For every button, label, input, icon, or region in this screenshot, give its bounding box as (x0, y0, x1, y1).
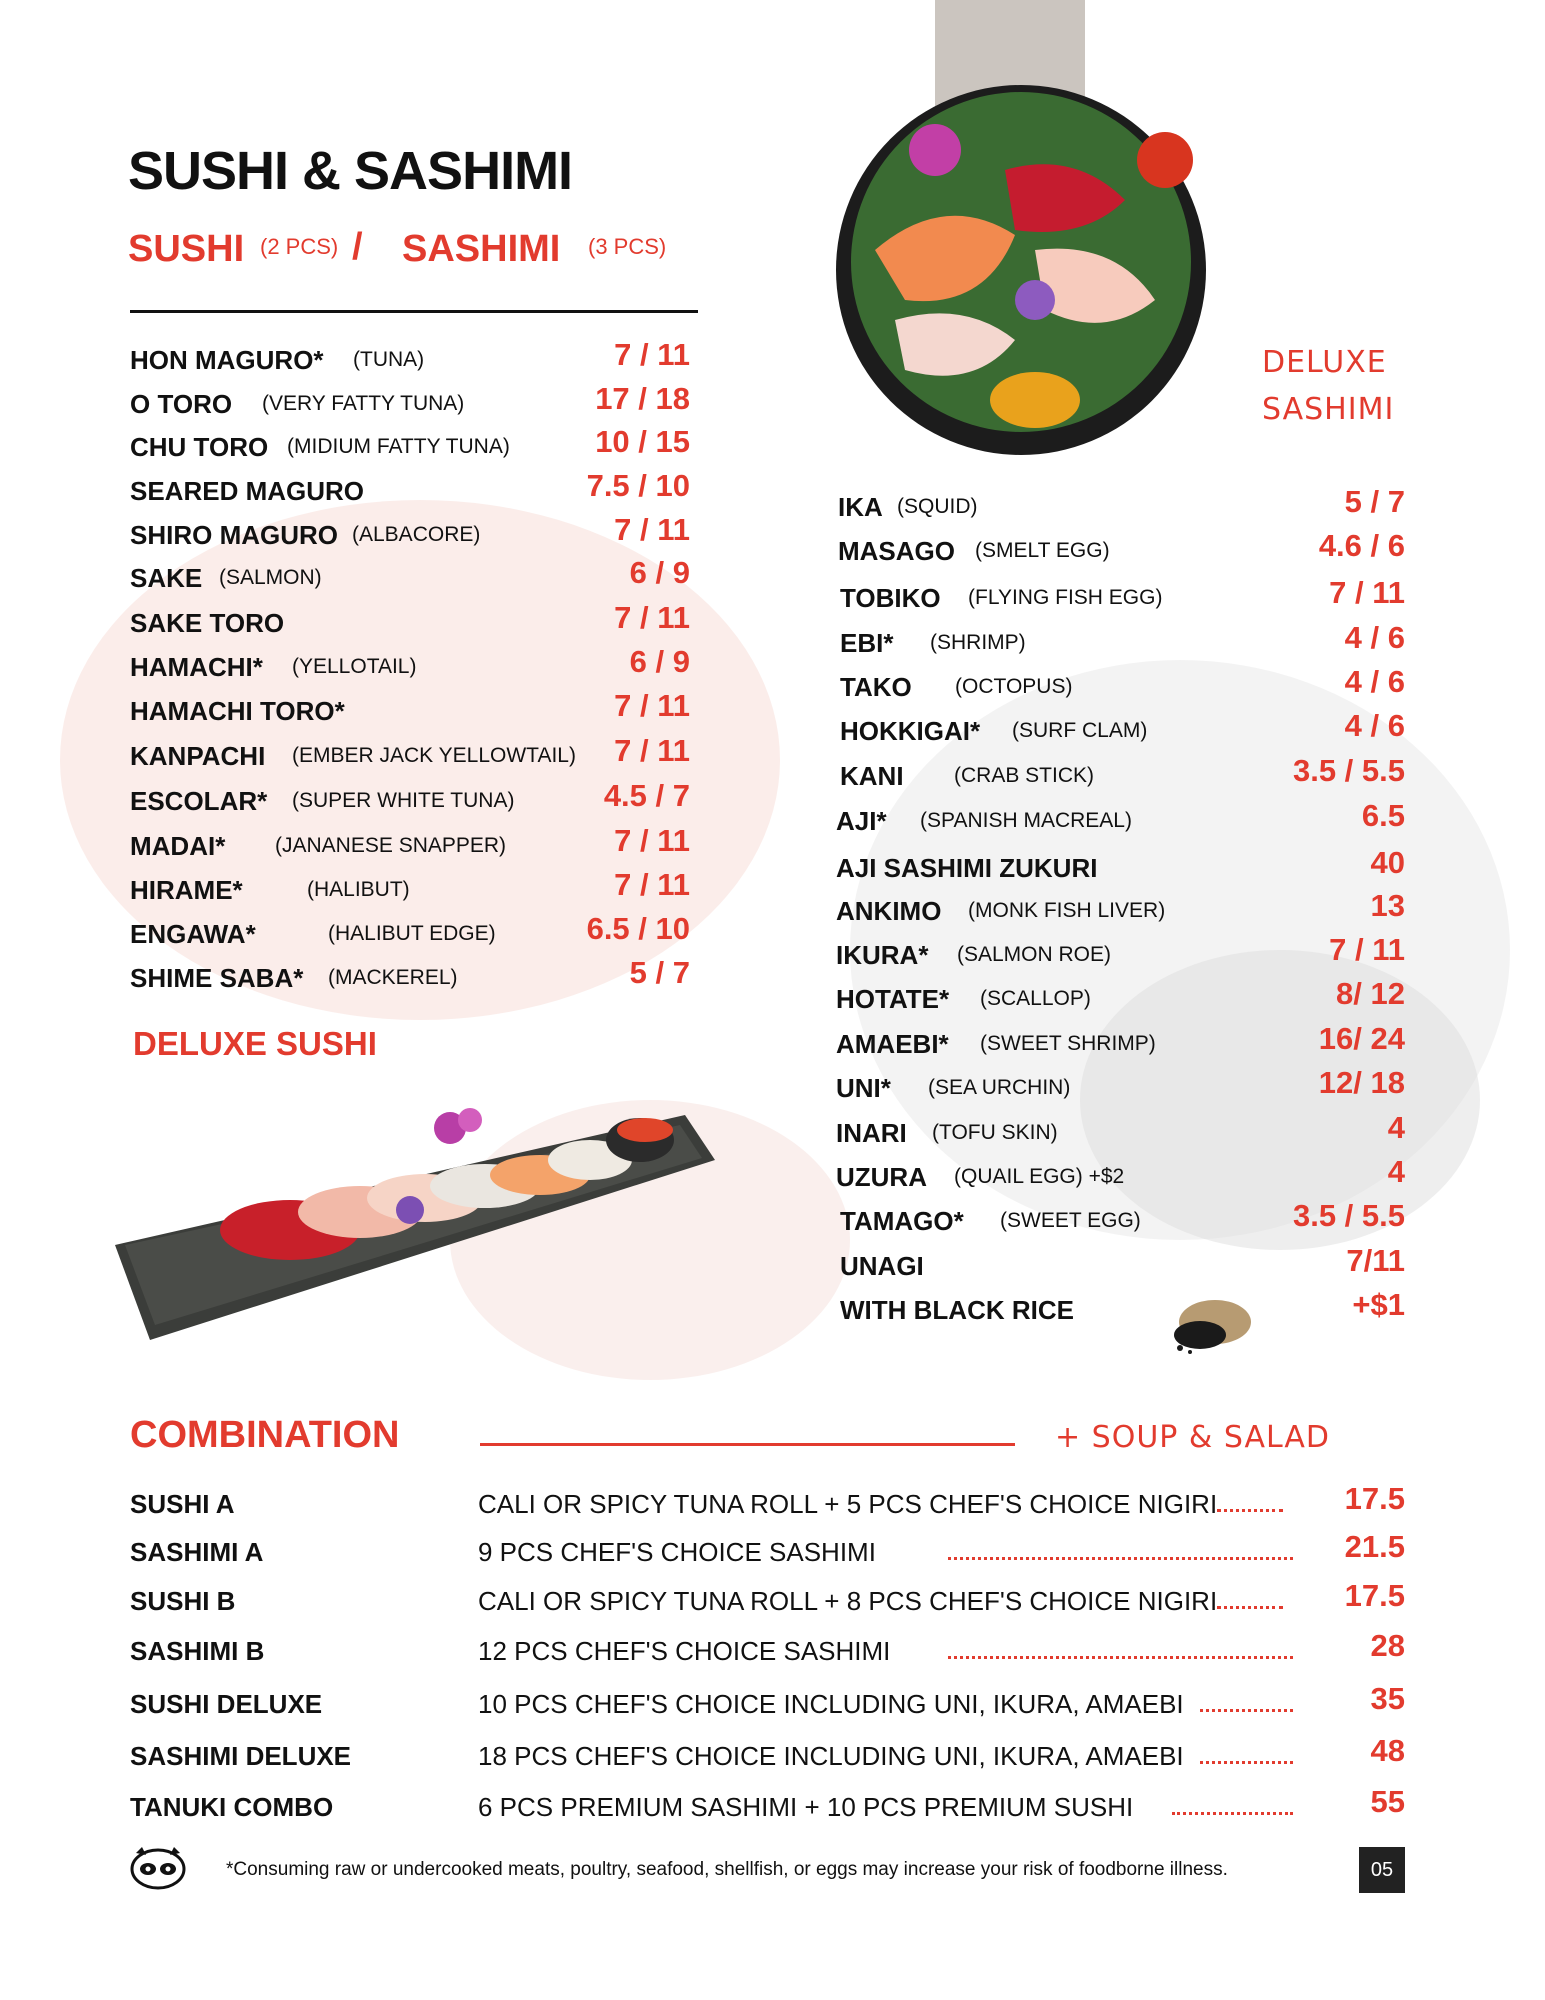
menu-item-price: 7 / 11 (1329, 932, 1405, 967)
menu-item-name: SEARED MAGURO (130, 476, 365, 506)
menu-item-name: CHU TORO (130, 432, 269, 462)
menu-item-price: 3.5 / 5.5 (1292, 1198, 1405, 1233)
dot-leader (1200, 1709, 1293, 1712)
menu-item-name: HON MAGURO* (130, 345, 324, 375)
combo-name: SUSHI DELUXE (130, 1689, 323, 1719)
menu-item-desc: (SALMON ROE) (957, 943, 1112, 966)
menu-item-desc: (SALMON) (219, 566, 322, 589)
menu-item-price: 12/ 18 (1318, 1065, 1405, 1100)
combo-name: SASHIMI DELUXE (130, 1741, 352, 1771)
menu-item-name: MADAI* (130, 831, 226, 861)
menu-item-desc: (SEA URCHIN) (928, 1076, 1071, 1099)
menu-item-price: 17 / 18 (595, 381, 690, 416)
menu-item-name: IKA (838, 492, 883, 522)
menu-item-price: 7 / 11 (614, 512, 690, 547)
menu-item-name: HAMACHI* (130, 652, 263, 682)
menu-item-desc: (SCALLOP) (980, 987, 1091, 1010)
menu-item-desc: (MACKEREL) (328, 966, 458, 989)
menu-item-price: 7 / 11 (1329, 575, 1405, 610)
combo-desc: 18 PCS CHEF'S CHOICE INCLUDING UNI, IKURA, AMAEBI (478, 1741, 1184, 1771)
menu-item-name: EBI* (840, 628, 894, 658)
menu-item-name: TAMAGO* (840, 1206, 964, 1236)
combo-price: 21.5 (1344, 1529, 1405, 1564)
menu-item-desc: (SMELT EGG) (975, 539, 1110, 562)
menu-item-price: 10 / 15 (595, 424, 690, 459)
menu-item-name: HOKKIGAI* (840, 716, 981, 746)
menu-item-name: MASAGO (838, 536, 955, 566)
menu-item-price: 5 / 7 (629, 955, 690, 990)
menu-item-name: SHIME SABA* (130, 963, 304, 993)
menu-item-desc: (MIDIUM FATTY TUNA) (287, 435, 510, 458)
menu-item-price: 7 / 11 (614, 823, 690, 858)
menu-item-desc: (YELLOTAIL) (292, 655, 417, 678)
menu-item-desc: (FLYING FISH EGG) (968, 586, 1163, 609)
sashimi-header: SASHIMI (402, 228, 561, 270)
menu-item-price: 4 (1387, 1110, 1405, 1145)
menu-item-desc: (JANANESE SNAPPER) (275, 834, 507, 857)
menu-item-price: 4.5 / 7 (603, 778, 690, 813)
deluxe-sashimi-label-line2: SASHIMI (1262, 392, 1395, 427)
menu-item-desc: (VERY FATTY TUNA) (262, 392, 465, 415)
dot-leader (948, 1557, 1293, 1560)
menu-item-price: 6 / 9 (629, 644, 690, 679)
menu-item-name: UNI* (836, 1073, 891, 1103)
menu-item-desc: (EMBER JACK YELLOWTAIL) (292, 744, 576, 767)
menu-item-name: SAKE (130, 563, 203, 593)
menu-item-price: 7 / 11 (614, 733, 690, 768)
menu-item-desc: (SURF CLAM) (1012, 719, 1148, 742)
sushi-header: SUSHI (128, 228, 245, 270)
menu-item-desc: (SUPER WHITE TUNA) (292, 789, 515, 812)
combo-desc: 12 PCS CHEF'S CHOICE SASHIMI (478, 1636, 891, 1666)
menu-item-name: UNAGI (840, 1251, 924, 1281)
menu-item-name: AMAEBI* (836, 1029, 949, 1059)
menu-item-price: 7 / 11 (614, 688, 690, 723)
sashimi-pcs-label: (3 PCS) (588, 234, 667, 259)
menu-item-name: KANPACHI (130, 741, 266, 771)
menu-item-name: AJI* (836, 806, 887, 836)
raw-food-disclaimer: *Consuming raw or undercooked meats, poultry, seafood, shellfish, or eggs may increase your risk of foodborne illness. (226, 1859, 1228, 1880)
combo-price: 35 (1370, 1681, 1405, 1716)
deluxe-sashimi-photo (785, 0, 1285, 470)
page-title: SUSHI & SASHIMI (128, 141, 573, 201)
menu-item-desc: (ALBACORE) (352, 523, 481, 546)
combo-desc: 10 PCS CHEF'S CHOICE INCLUDING UNI, IKURA, AMAEBI (478, 1689, 1184, 1719)
combo-name: TANUKI COMBO (130, 1792, 334, 1822)
menu-item-price: 16/ 24 (1318, 1021, 1405, 1056)
combo-name: SASHIMI B (130, 1636, 265, 1666)
combination-divider (480, 1443, 1015, 1446)
menu-item-name: WITH BLACK RICE (840, 1295, 1074, 1325)
menu-item-desc: (QUAIL EGG) +$2 (954, 1165, 1125, 1188)
menu-item-desc: (SWEET EGG) (1000, 1209, 1141, 1232)
menu-item-price: 7 / 11 (614, 600, 690, 635)
combo-price: 28 (1370, 1628, 1405, 1663)
dot-leader (1200, 1761, 1293, 1764)
menu-item-price: 3.5 / 5.5 (1292, 753, 1405, 788)
menu-item-name: SHIRO MAGURO (130, 520, 338, 550)
menu-item-desc: (MONK FISH LIVER) (968, 899, 1166, 922)
combo-desc: CALI OR SPICY TUNA ROLL + 8 PCS CHEF'S CHOICE NIGIRI (478, 1586, 1218, 1616)
menu-item-price: 7 / 11 (614, 867, 690, 902)
dot-leader (1217, 1509, 1283, 1512)
menu-item-name: HAMACHI TORO* (130, 696, 345, 726)
menu-item-name: KANI (840, 761, 904, 791)
sushi-pcs-label: (2 PCS) (260, 234, 339, 259)
deluxe-sashimi-label-line1: DELUXE (1262, 345, 1387, 380)
dot-leader (1172, 1812, 1293, 1815)
menu-item-name: UZURA (836, 1162, 927, 1192)
combo-price: 55 (1370, 1784, 1405, 1819)
menu-item-desc: (SHRIMP) (930, 631, 1026, 654)
menu-item-price: 4 / 6 (1344, 664, 1405, 699)
menu-item-name: AJI SASHIMI ZUKURI (836, 853, 1098, 883)
menu-item-price: +$1 (1352, 1287, 1405, 1322)
menu-item-desc: (CRAB STICK) (954, 764, 1095, 787)
menu-item-price: 7.5 / 10 (586, 468, 690, 503)
menu-item-name: ENGAWA* (130, 919, 256, 949)
menu-item-desc: (HALIBUT) (307, 878, 410, 901)
menu-item-desc: (SPANISH MACREAL) (920, 809, 1132, 832)
menu-item-desc: (TUNA) (353, 348, 425, 371)
combination-heading: COMBINATION (130, 1414, 400, 1456)
combo-name: SASHIMI A (130, 1537, 264, 1567)
menu-item-desc: (OCTOPUS) (955, 675, 1073, 698)
menu-item-name: ESCOLAR* (130, 786, 268, 816)
combo-price: 48 (1370, 1733, 1405, 1768)
menu-item-name: O TORO (130, 389, 233, 419)
menu-item-desc: (SQUID) (897, 495, 978, 518)
menu-item-name: TAKO (840, 672, 912, 702)
combo-name: SUSHI A (130, 1489, 235, 1519)
tanuki-logo-icon (128, 1845, 188, 1891)
header-divider (130, 310, 698, 313)
dot-leader (948, 1656, 1293, 1659)
menu-item-price: 4 / 6 (1344, 708, 1405, 743)
menu-item-name: ANKIMO (836, 896, 942, 926)
combo-desc: CALI OR SPICY TUNA ROLL + 5 PCS CHEF'S CHOICE NIGIRI (478, 1489, 1218, 1519)
menu-item-price: 7/11 (1346, 1243, 1405, 1278)
deluxe-sushi-photo (110, 1040, 730, 1350)
menu-item-price: 13 (1370, 888, 1405, 923)
combo-price: 17.5 (1344, 1578, 1405, 1613)
menu-item-price: 7 / 11 (614, 337, 690, 372)
menu-item-price: 4 (1387, 1154, 1405, 1189)
black-rice-bag-image (1160, 1290, 1255, 1360)
dot-leader (1217, 1606, 1283, 1609)
menu-item-name: SAKE TORO (130, 608, 285, 638)
menu-item-price: 6.5 / 10 (586, 911, 690, 946)
menu-item-name: HIRAME* (130, 875, 243, 905)
menu-item-desc: (HALIBUT EDGE) (328, 922, 496, 945)
menu-item-name: HOTATE* (836, 984, 950, 1014)
menu-item-name: TOBIKO (840, 583, 941, 613)
menu-item-name: INARI (836, 1118, 907, 1148)
menu-item-price: 8/ 12 (1336, 976, 1405, 1011)
menu-item-desc: (TOFU SKIN) (932, 1121, 1058, 1144)
deluxe-sushi-label: DELUXE SUSHI (133, 1025, 377, 1062)
menu-item-price: 40 (1370, 845, 1405, 880)
menu-item-desc: (SWEET SHRIMP) (980, 1032, 1156, 1055)
menu-item-price: 5 / 7 (1344, 484, 1405, 519)
menu-item-price: 4.6 / 6 (1318, 528, 1405, 563)
soup-salad-note: + SOUP & SALAD (1055, 1420, 1330, 1455)
menu-item-price: 6.5 (1361, 798, 1405, 833)
menu-item-name: IKURA* (836, 940, 929, 970)
combo-name: SUSHI B (130, 1586, 236, 1616)
page-number-badge: 05 (1359, 1847, 1405, 1893)
combo-desc: 6 PCS PREMIUM SASHIMI + 10 PCS PREMIUM SUSHI (478, 1792, 1134, 1822)
menu-item-price: 4 / 6 (1344, 620, 1405, 655)
header-slash: / (352, 226, 363, 268)
menu-item-price: 6 / 9 (629, 555, 690, 590)
combo-price: 17.5 (1344, 1481, 1405, 1516)
combo-desc: 9 PCS CHEF'S CHOICE SASHIMI (478, 1537, 876, 1567)
